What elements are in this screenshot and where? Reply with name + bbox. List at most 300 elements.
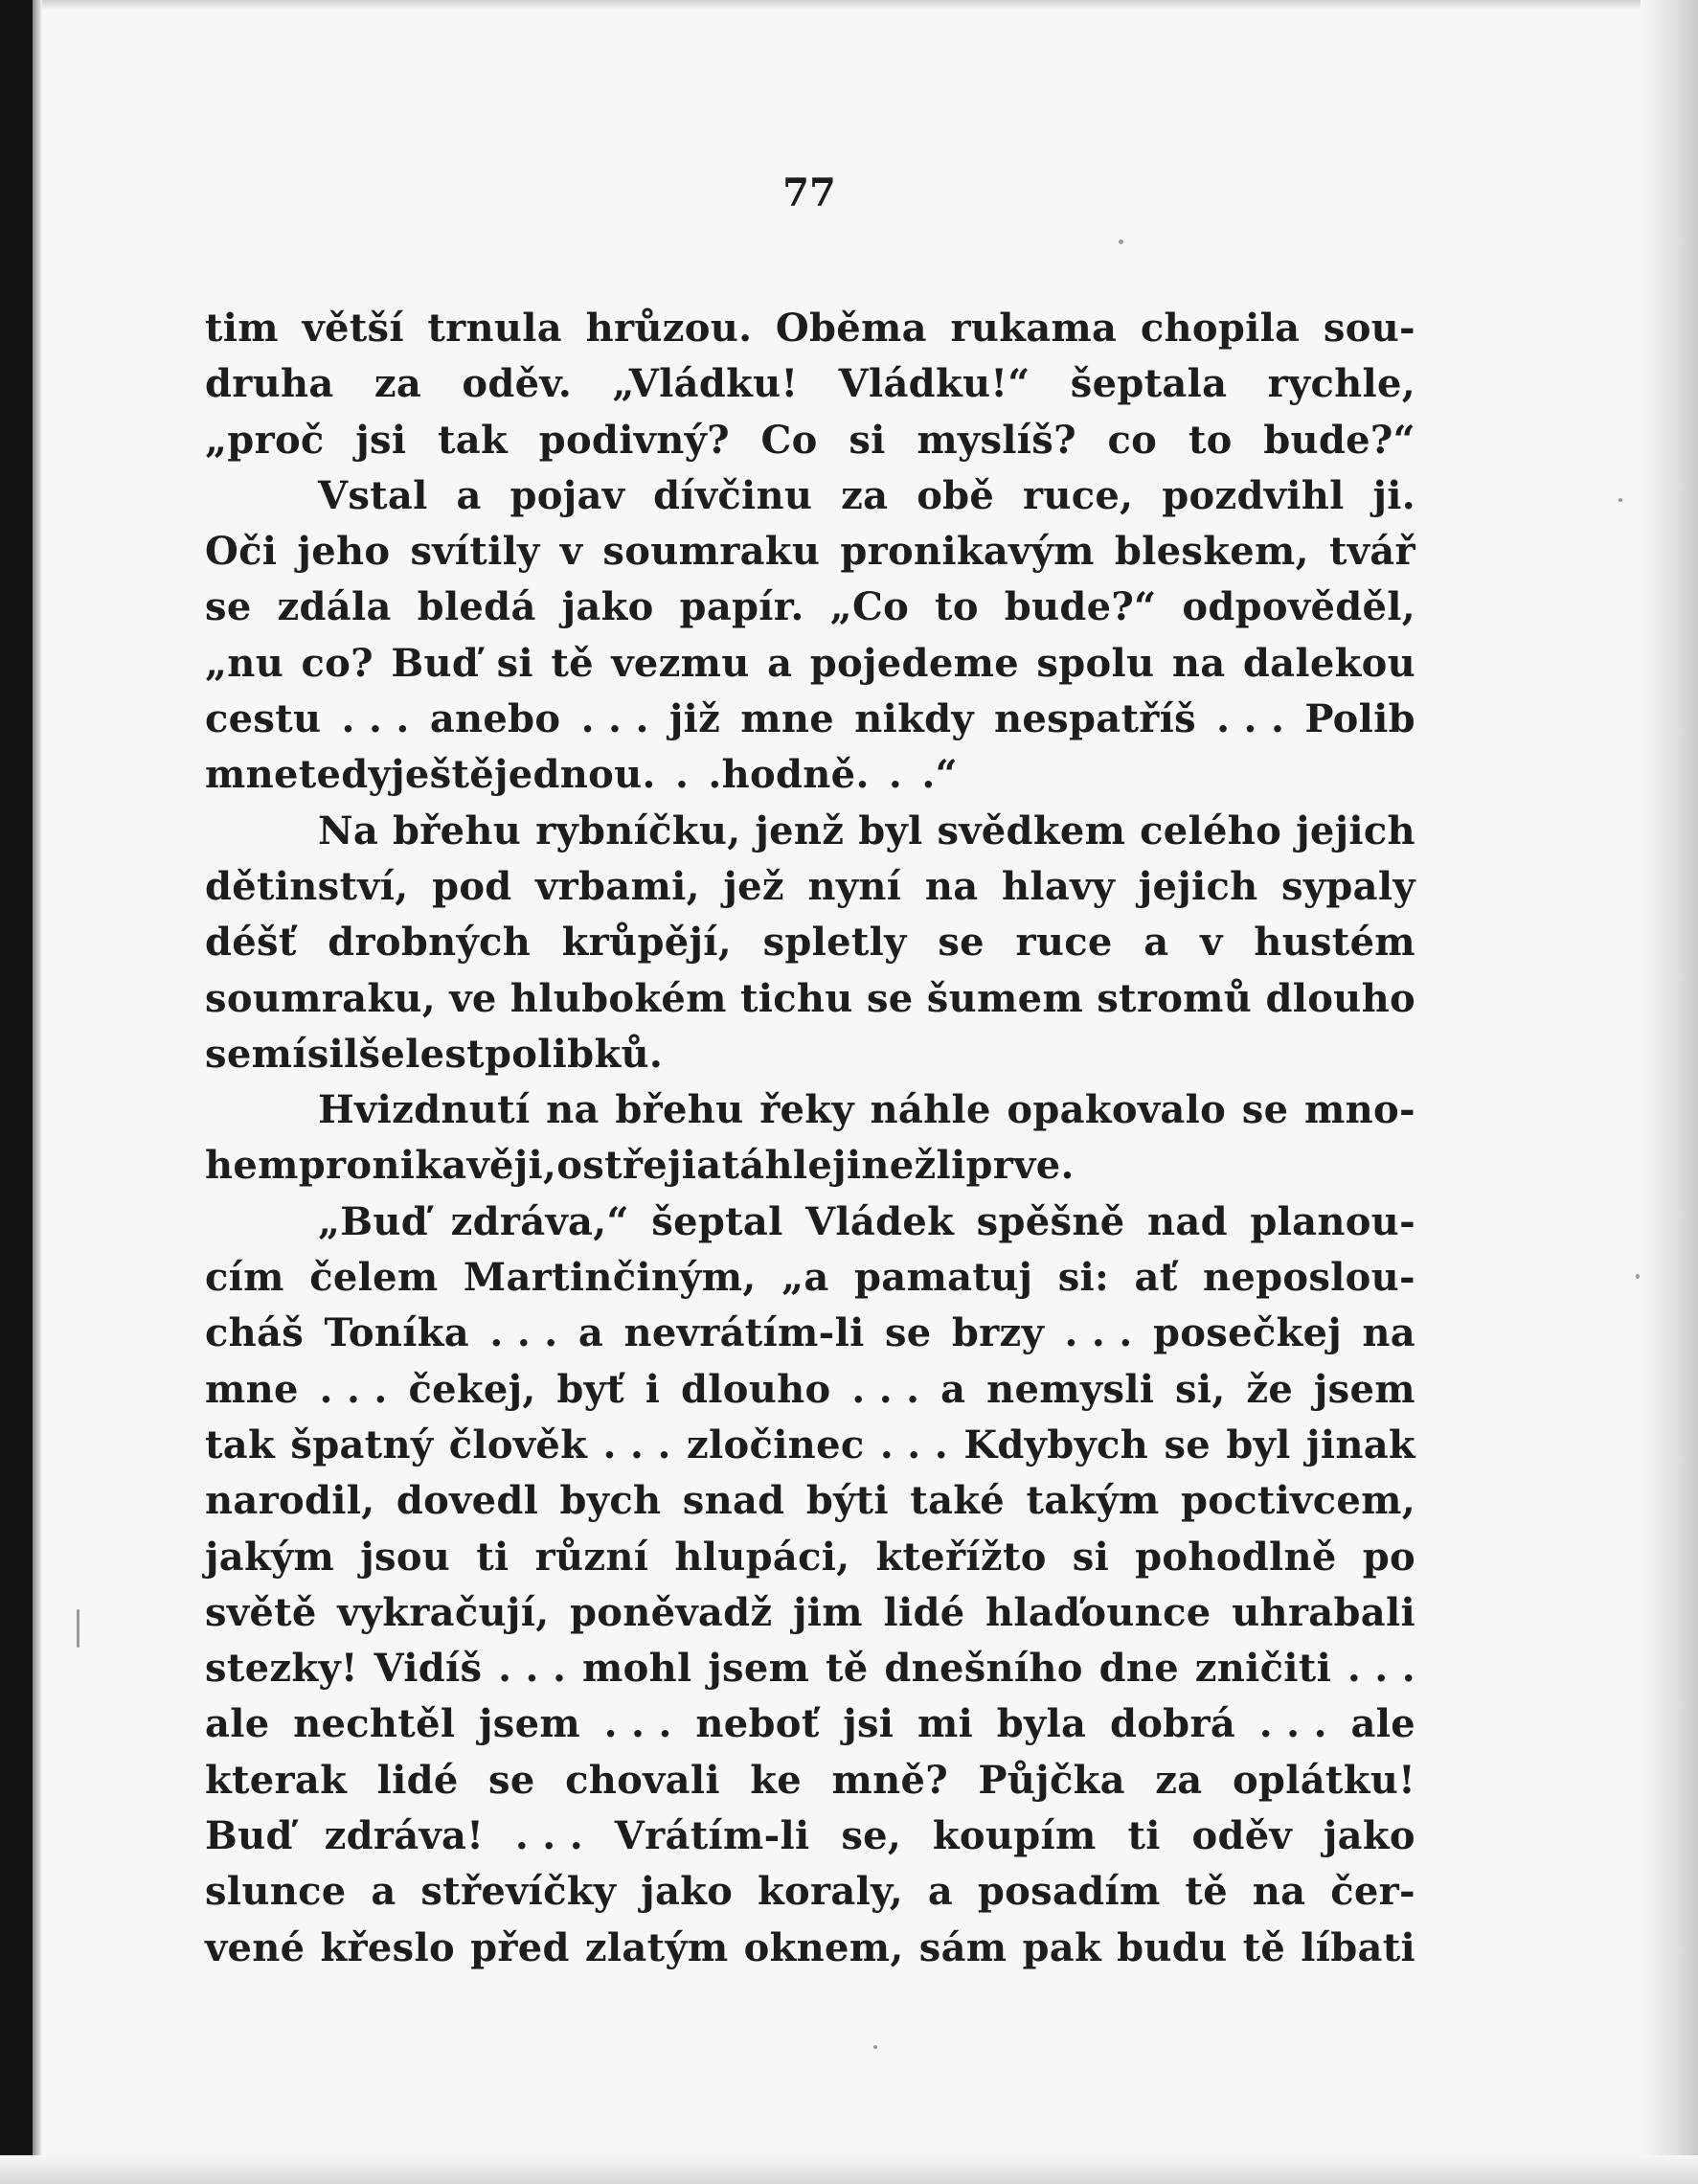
page-edge-top	[0, 0, 1698, 10]
word: jako	[1323, 1813, 1415, 1859]
word: šumem	[926, 975, 1083, 1021]
word: vykračují,	[337, 1589, 550, 1635]
word: spolu	[1036, 640, 1155, 686]
word: bude?“	[1263, 417, 1415, 463]
word: . . .	[642, 752, 722, 798]
word: býti	[805, 1478, 889, 1524]
word: neposlou-	[1202, 1255, 1415, 1301]
word: déšť	[205, 920, 297, 966]
word: byla	[996, 1701, 1087, 1747]
word: a	[456, 472, 482, 518]
text-line	[205, 1194, 1415, 1250]
text-line	[205, 1362, 1415, 1418]
word: stezky!	[205, 1646, 358, 1692]
word: Vstal	[318, 472, 428, 518]
word: jeho	[297, 529, 391, 575]
word: čer-	[1330, 1869, 1415, 1915]
word: odpověděl,	[1182, 584, 1415, 630]
word: pojav	[509, 472, 625, 518]
word: na	[1362, 1310, 1415, 1356]
word: si	[1072, 1534, 1110, 1580]
word: šelest	[358, 1031, 485, 1077]
word: . . .	[514, 1813, 583, 1859]
word: drobných	[328, 920, 532, 966]
word: dlouho	[681, 1366, 831, 1412]
word: . . .	[602, 1422, 671, 1467]
word: nemysli	[986, 1366, 1155, 1412]
word: sou-	[1323, 306, 1415, 351]
word: takým	[1026, 1478, 1160, 1524]
word: a	[767, 640, 793, 686]
word: cestu	[205, 696, 322, 742]
word: jako	[641, 1869, 734, 1915]
word: „Vládku!	[612, 361, 799, 407]
word: se	[488, 1757, 535, 1803]
word: koupím	[932, 1813, 1097, 1859]
word: . . .	[1347, 1646, 1415, 1692]
word: bych	[559, 1478, 662, 1524]
text-line	[205, 692, 1415, 747]
word: lidé	[376, 1757, 459, 1803]
word: sypaly	[1281, 863, 1415, 909]
word: trnula	[427, 306, 563, 351]
word: zlatým	[584, 1924, 729, 1970]
word: svítily	[410, 529, 540, 575]
word: se	[205, 584, 252, 630]
word: na	[1171, 640, 1226, 686]
word: „Buď	[318, 1198, 429, 1244]
text-line	[205, 301, 1415, 356]
text-line	[205, 468, 1415, 524]
word: bude?“	[1004, 584, 1157, 630]
word: to	[935, 584, 979, 630]
page-edge-right	[1641, 0, 1698, 2184]
word: dalekou	[1242, 640, 1415, 686]
word: nad	[1146, 1198, 1228, 1244]
word: střevíčky	[420, 1869, 617, 1915]
word: soumraku,	[205, 975, 437, 1021]
word: dobrá	[1109, 1701, 1236, 1747]
word: čelem	[309, 1255, 439, 1301]
word: tedy	[298, 752, 392, 798]
word: hlupáci,	[674, 1534, 850, 1580]
text-line	[205, 1473, 1415, 1529]
word: papír.	[679, 584, 804, 630]
word: soumraku	[602, 529, 821, 575]
word: ještě	[391, 752, 494, 798]
word: se	[884, 1310, 932, 1356]
word: dovedl	[396, 1478, 539, 1524]
word: zdála	[277, 584, 392, 630]
word: a	[371, 1869, 396, 1915]
word: se	[866, 975, 914, 1021]
word: stromů	[1097, 975, 1253, 1021]
text-line	[205, 859, 1415, 915]
word: kterak	[205, 1757, 348, 1803]
word: šeptal	[651, 1198, 783, 1244]
word: jsem	[708, 1646, 810, 1692]
word: ruce	[1015, 920, 1113, 966]
word: se	[205, 1031, 252, 1077]
word: Oběma	[775, 306, 927, 351]
text-line	[205, 1250, 1415, 1306]
word: jsou	[360, 1534, 451, 1580]
word: tě	[551, 640, 594, 686]
word: bledá	[417, 584, 536, 630]
text-line	[205, 1921, 1415, 1976]
word: a	[1143, 920, 1169, 966]
word: Vládek	[805, 1198, 955, 1244]
word: cháš	[205, 1310, 305, 1356]
text-line	[205, 1138, 1415, 1194]
word: narodil,	[205, 1478, 375, 1524]
word: ale	[1350, 1701, 1415, 1747]
word: rychle,	[1267, 361, 1415, 407]
word: po	[1362, 1534, 1415, 1580]
word: rukama	[950, 306, 1118, 351]
word: prve.	[965, 1143, 1075, 1189]
word: světě	[205, 1589, 317, 1635]
word: jejich	[1296, 808, 1415, 853]
word: tě	[826, 1646, 869, 1692]
word: hodně	[721, 752, 856, 798]
word: ke	[750, 1757, 803, 1803]
word: kteřížto	[875, 1534, 1047, 1580]
word: náhle	[870, 1087, 991, 1133]
word: obě	[917, 472, 995, 518]
word: mno-	[1304, 1087, 1415, 1133]
word: koraly,	[758, 1869, 904, 1915]
word: tě	[1242, 1924, 1286, 1970]
word: a	[927, 1869, 954, 1915]
word: mi	[917, 1701, 974, 1747]
word: také	[910, 1478, 1006, 1524]
word: jim	[793, 1589, 863, 1635]
word: pojedeme	[809, 640, 1019, 686]
paper-speck	[1636, 1274, 1640, 1279]
text-line	[205, 356, 1415, 412]
paper-speck	[873, 2045, 877, 2049]
word: bleskem,	[1114, 529, 1309, 575]
word: hustém	[1254, 920, 1415, 966]
word: mně?	[831, 1757, 948, 1803]
word: . . .	[1216, 696, 1285, 742]
word: v	[559, 529, 583, 575]
word: pod	[432, 863, 512, 909]
text-line	[205, 804, 1415, 859]
word: hlubokém	[509, 975, 727, 1021]
word: jsem	[1313, 1366, 1415, 1412]
word: . . .	[341, 696, 410, 742]
word: dlouho	[1265, 975, 1415, 1021]
word: pronikavěji,	[298, 1143, 557, 1189]
word: špatný	[290, 1422, 434, 1467]
word: co?	[301, 640, 374, 686]
word: . . .	[319, 1366, 388, 1412]
word: Oči	[205, 529, 278, 575]
word: jejich	[1138, 863, 1258, 909]
word: oděv.	[462, 361, 573, 407]
word: pamatuj	[854, 1255, 1033, 1301]
word: pak	[1022, 1924, 1102, 1970]
word: oknem,	[743, 1924, 904, 1970]
paper-speck	[1619, 498, 1622, 502]
word: tak	[438, 417, 509, 463]
word: Buď	[205, 1813, 293, 1859]
word: různí	[534, 1534, 649, 1580]
word: druha	[205, 361, 334, 407]
word: chovali	[565, 1757, 720, 1803]
word: byl	[1226, 1422, 1291, 1467]
word: hlavy	[1001, 863, 1116, 909]
word: cím	[205, 1255, 284, 1301]
text-line	[205, 747, 1415, 803]
word: tak	[205, 1422, 276, 1467]
word: „proč	[205, 417, 325, 463]
text-line	[205, 1641, 1415, 1696]
page-edge-bottom	[0, 2155, 1698, 2184]
word: se,	[841, 1813, 902, 1859]
word: pozdvihl	[1162, 472, 1345, 518]
word: ať	[1134, 1255, 1178, 1301]
text-line	[205, 1306, 1415, 1361]
word: šeptala	[1070, 361, 1228, 407]
word: zdráva,“	[450, 1198, 629, 1244]
word: . . .	[1064, 1310, 1133, 1356]
word: jež	[723, 863, 784, 909]
word: nespatříš	[994, 696, 1196, 742]
word: Vládku!“	[838, 361, 1030, 407]
word: . . .	[851, 1366, 920, 1412]
word: ve	[449, 975, 497, 1021]
word: pronikavým	[840, 529, 1095, 575]
word: snad	[682, 1478, 785, 1524]
word: svědkem	[937, 808, 1126, 853]
word: dne	[1098, 1646, 1179, 1692]
word: posečkej	[1153, 1310, 1343, 1356]
word: člověk	[448, 1422, 588, 1467]
text-line	[205, 915, 1415, 970]
text-line	[205, 413, 1415, 468]
text-line	[205, 1027, 1415, 1082]
word: na	[1252, 1869, 1306, 1915]
word: poctivcem,	[1181, 1478, 1415, 1524]
word: čekej,	[408, 1366, 536, 1412]
word: Toníka	[324, 1310, 470, 1356]
paper-speck	[1119, 239, 1123, 244]
word: „a	[781, 1255, 829, 1301]
word: jsi	[843, 1701, 894, 1747]
word: nežli	[861, 1143, 966, 1189]
text-line	[205, 580, 1415, 635]
word: Hvizdnutí	[318, 1087, 531, 1133]
word: posadím	[977, 1869, 1161, 1915]
word: tvář	[1328, 529, 1415, 575]
word: co	[1107, 417, 1158, 463]
word: uhrabali	[1232, 1589, 1415, 1635]
text-line	[205, 636, 1415, 692]
word: dívčinu	[653, 472, 813, 518]
word: Vidíš	[374, 1646, 483, 1692]
word: a	[577, 1310, 604, 1356]
word: křeslo	[320, 1924, 455, 1970]
word: mne	[205, 1366, 299, 1412]
word: Kdybych	[963, 1422, 1149, 1467]
word: na	[546, 1087, 600, 1133]
word: anebo	[429, 696, 561, 742]
text-line	[205, 1418, 1415, 1473]
word: spletly	[762, 920, 907, 966]
word: mne	[740, 696, 835, 742]
word: Půjčka	[978, 1757, 1125, 1803]
word: větší	[302, 306, 404, 351]
word: slunce	[205, 1869, 347, 1915]
word: na	[924, 863, 979, 909]
word: „Co	[829, 584, 910, 630]
word: spěšně	[976, 1198, 1125, 1244]
word: nevrátím-li	[623, 1310, 865, 1356]
word: . . .	[580, 696, 649, 742]
word: . . .“	[855, 752, 958, 798]
word: . . .	[489, 1310, 558, 1356]
word: mísil	[251, 1031, 359, 1077]
word: lidé	[883, 1589, 965, 1635]
text-line	[205, 1753, 1415, 1809]
word: táhleji	[721, 1143, 862, 1189]
word: . . .	[603, 1701, 672, 1747]
word: ruce,	[1023, 472, 1134, 518]
word: Martinčiným,	[463, 1255, 757, 1301]
word: oplátku!	[1232, 1757, 1415, 1803]
word: se	[1164, 1422, 1211, 1467]
word: zdráva!	[324, 1813, 485, 1859]
word: si	[849, 417, 886, 463]
word: mne	[205, 752, 299, 798]
word: za	[374, 361, 422, 407]
word: polibků.	[484, 1031, 664, 1077]
word: hlaďounce	[985, 1589, 1211, 1635]
text-line	[205, 1696, 1415, 1752]
word: před	[470, 1924, 570, 1970]
word: jednou	[493, 752, 643, 798]
word: myslíš?	[917, 417, 1076, 463]
word: planou-	[1250, 1198, 1415, 1244]
word: tim	[205, 306, 279, 351]
word: oděv	[1191, 1813, 1293, 1859]
word: líbati	[1301, 1924, 1415, 1970]
word: ji.	[1372, 472, 1415, 518]
word: jinak	[1306, 1422, 1415, 1467]
word: i	[645, 1366, 661, 1412]
word: dnešního	[884, 1646, 1083, 1692]
word: jakým	[205, 1534, 335, 1580]
word: . . .	[1258, 1701, 1327, 1747]
word: . . .	[498, 1646, 567, 1692]
word: nyní	[807, 863, 902, 909]
word: Buď	[391, 640, 480, 686]
word: ostřeji	[556, 1143, 697, 1189]
word: sám	[918, 1924, 1007, 1970]
word: si	[496, 640, 533, 686]
word: v	[1200, 920, 1223, 966]
word: vené	[205, 1924, 306, 1970]
text-line	[205, 1809, 1415, 1864]
word: dětinství,	[205, 863, 409, 909]
word: jenž	[755, 808, 845, 853]
word: zločinec	[687, 1422, 865, 1467]
word: krůpějí,	[561, 920, 732, 966]
word: se	[1241, 1087, 1289, 1133]
word: vrbami,	[535, 863, 700, 909]
word: hem	[205, 1143, 299, 1189]
word: břehu	[615, 1087, 744, 1133]
word: ale	[205, 1701, 270, 1747]
word: hrůzou.	[585, 306, 753, 351]
text-line	[205, 1585, 1415, 1641]
word: břehu	[393, 808, 522, 853]
word: že	[1246, 1366, 1294, 1412]
word: za	[1155, 1757, 1203, 1803]
word: budu	[1117, 1924, 1228, 1970]
word: rybníčku,	[535, 808, 741, 853]
text-line	[205, 1082, 1415, 1138]
text-line	[205, 1864, 1415, 1920]
word: brzy	[951, 1310, 1045, 1356]
word: byl	[858, 808, 923, 853]
word: poněvadž	[570, 1589, 773, 1635]
word: celého	[1140, 808, 1282, 853]
word: neboť	[695, 1701, 820, 1747]
book-binding-edge	[0, 0, 33, 2184]
body-text	[205, 301, 1415, 1976]
word: se	[938, 920, 985, 966]
word: ti	[476, 1534, 509, 1580]
word: . . .	[879, 1422, 948, 1467]
word: zničiti	[1194, 1646, 1332, 1692]
word: jsi	[355, 417, 407, 463]
word: si,	[1175, 1366, 1226, 1412]
word: nechtěl	[293, 1701, 456, 1747]
binding-shadow	[33, 0, 42, 2184]
word: a	[696, 1143, 722, 1189]
word: a	[940, 1366, 966, 1412]
word: opakovalo	[1007, 1087, 1227, 1133]
word: ti	[1127, 1813, 1161, 1859]
word: Polib	[1304, 696, 1415, 742]
word: Na	[318, 808, 379, 853]
word: pohodlně	[1135, 1534, 1337, 1580]
word: Vrátím-li	[614, 1813, 810, 1859]
word: tě	[1185, 1869, 1228, 1915]
word: podivný?	[538, 417, 730, 463]
word: za	[841, 472, 889, 518]
word: mohl	[581, 1646, 692, 1692]
word: již	[668, 696, 721, 742]
word: „nu	[205, 640, 284, 686]
word: nikdy	[854, 696, 974, 742]
paper-speck	[77, 1609, 79, 1648]
page-number: 77	[782, 171, 836, 216]
word: chopila	[1140, 306, 1301, 351]
word: vezmu	[611, 640, 750, 686]
word: byť	[556, 1366, 624, 1412]
text-line	[205, 524, 1415, 580]
word: Co	[760, 417, 818, 463]
word: tichu	[739, 975, 853, 1021]
word: jako	[561, 584, 654, 630]
word: si:	[1057, 1255, 1110, 1301]
word: to	[1188, 417, 1233, 463]
